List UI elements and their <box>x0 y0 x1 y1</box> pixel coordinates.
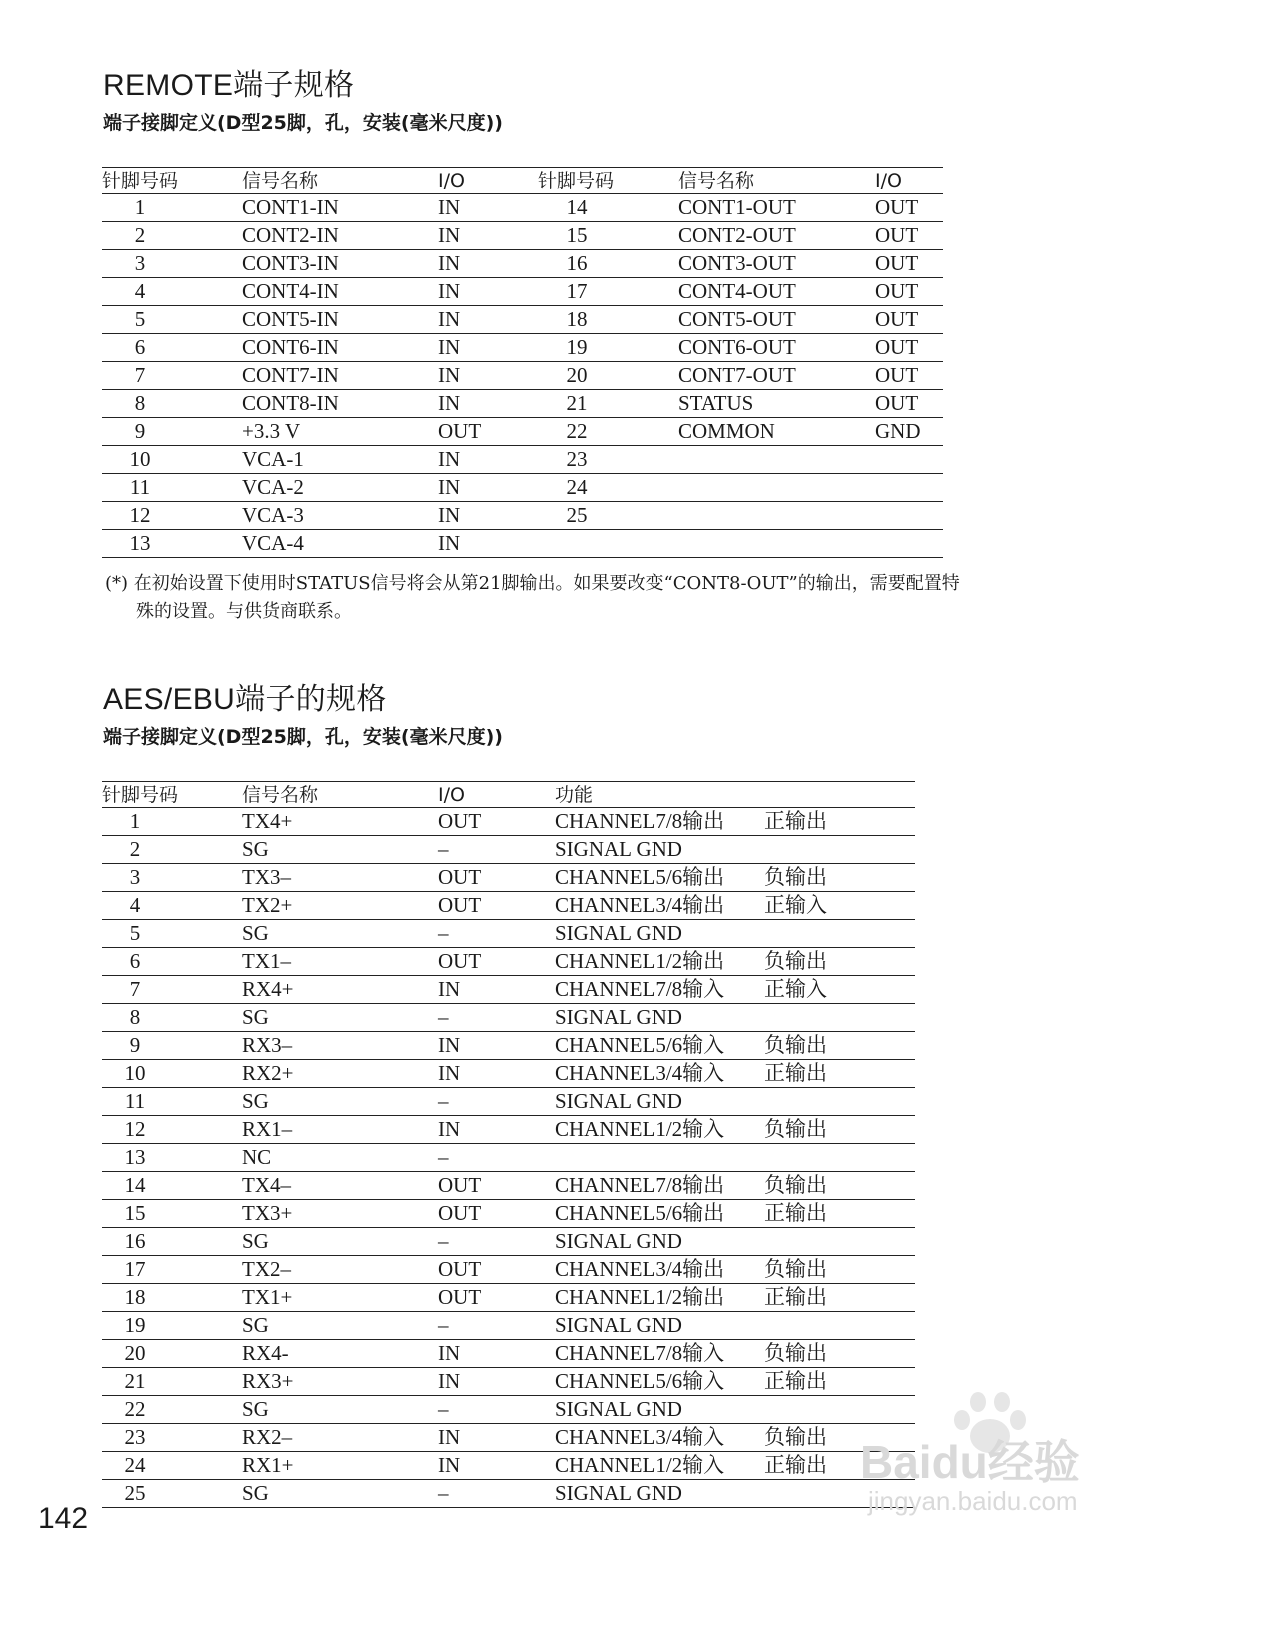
cell-io: OUT <box>438 893 482 917</box>
cell-polarity: 负输出 <box>764 1117 827 1141</box>
cell-function: CHANNEL7/8输出 <box>555 1173 725 1197</box>
table-row <box>102 836 915 864</box>
cell-pin-number: 23 <box>566 447 588 471</box>
cell-io: IN <box>438 335 461 359</box>
cell-io: OUT <box>875 391 919 415</box>
cell-pin-number: 1 <box>134 195 146 219</box>
cell-signal-name: TX1– <box>242 949 291 973</box>
table-row <box>102 1312 915 1340</box>
cell-signal-name: SG <box>242 1481 269 1505</box>
watermark-brand: Baidu经验 <box>860 1436 1080 1488</box>
cell-signal-name: SG <box>242 1313 269 1337</box>
cell-io: IN <box>438 1425 461 1449</box>
cell-io: IN <box>438 391 461 415</box>
cell-io: IN <box>438 447 461 471</box>
header-pin-number: 针脚号码 <box>538 170 615 192</box>
cell-io: IN <box>438 251 461 275</box>
cell-signal-name: CONT3-IN <box>242 251 339 275</box>
cell-io: OUT <box>438 949 482 973</box>
cell-function: SIGNAL GND <box>555 1005 682 1029</box>
cell-io: OUT <box>438 419 482 443</box>
cell-pin-number: 11 <box>124 1089 146 1113</box>
cell-signal-name: CONT7-IN <box>242 363 339 387</box>
cell-function: SIGNAL GND <box>555 1229 682 1253</box>
cell-io: GND <box>875 419 921 443</box>
cell-signal-name: RX3+ <box>242 1369 294 1393</box>
table-row <box>102 1396 915 1424</box>
cell-io: IN <box>438 503 461 527</box>
cell-io: OUT <box>438 809 482 833</box>
cell-function: CHANNEL5/6输出 <box>555 1201 725 1225</box>
cell-pin-number: 24 <box>566 475 588 499</box>
cell-io: IN <box>438 531 461 555</box>
cell-pin-number: 7 <box>129 977 141 1001</box>
cell-pin-number: 1 <box>129 809 141 833</box>
cell-io: OUT <box>875 307 919 331</box>
cell-function: CHANNEL3/4输出 <box>555 893 725 917</box>
cell-io: IN <box>438 1341 461 1365</box>
cell-io: – <box>438 921 449 945</box>
table-row <box>102 948 915 976</box>
cell-signal-name: CONT4-IN <box>242 279 339 303</box>
cell-pin-number: 22 <box>566 419 588 443</box>
cell-pin-number: 22 <box>124 1397 146 1421</box>
cell-pin-number: 19 <box>124 1313 146 1337</box>
table-row <box>102 1340 915 1368</box>
cell-function: SIGNAL GND <box>555 1313 682 1337</box>
cell-signal-name: TX2– <box>242 1257 291 1281</box>
cell-io: OUT <box>875 335 919 359</box>
cell-pin-number: 14 <box>566 195 588 219</box>
cell-polarity: 负输出 <box>764 1257 827 1281</box>
table-row <box>102 1116 915 1144</box>
cell-signal-name: CONT2-IN <box>242 223 339 247</box>
cell-io: – <box>438 1089 449 1113</box>
cell-signal-name: TX4+ <box>242 809 293 833</box>
cell-pin-number: 15 <box>566 223 588 247</box>
cell-signal-name: SG <box>242 1397 269 1421</box>
cell-function: CHANNEL1/2输入 <box>555 1117 725 1141</box>
cell-pin-number: 6 <box>129 949 141 973</box>
cell-polarity: 正输入 <box>764 977 827 1001</box>
cell-signal-name: TX2+ <box>242 893 293 917</box>
cell-pin-number: 14 <box>124 1173 146 1197</box>
cell-io: OUT <box>438 1285 482 1309</box>
cell-pin-number: 2 <box>134 223 146 247</box>
cell-pin-number: 8 <box>134 391 146 415</box>
cell-polarity: 正输出 <box>764 1369 827 1393</box>
cell-io: – <box>438 1145 449 1169</box>
cell-pin-number: 9 <box>134 419 146 443</box>
cell-signal-name: CONT6-OUT <box>678 335 796 359</box>
cell-io: OUT <box>875 251 919 275</box>
cell-pin-number: 21 <box>124 1369 146 1393</box>
cell-pin-number: 4 <box>129 893 141 917</box>
cell-pin-number: 20 <box>566 363 588 387</box>
header-pin-number: 针脚号码 <box>102 784 179 806</box>
cell-polarity: 负输出 <box>764 1033 827 1057</box>
remote-pin-table <box>102 167 943 558</box>
remote-footnote-line-1: (*) 在初始设置下使用时STATUS信号将会从第21脚输出。如果要改变“CONT8-OUT”的输出，需要配置特 <box>105 573 960 594</box>
aes-section-subtitle: 端子接脚定义(D型25脚，孔，安装(毫米尺度)) <box>103 726 503 748</box>
table-row <box>102 502 943 530</box>
cell-io: IN <box>438 1453 461 1477</box>
cell-signal-name: TX1+ <box>242 1285 293 1309</box>
cell-pin-number: 2 <box>129 837 141 861</box>
header-signal-name: 信号名称 <box>242 170 319 192</box>
cell-signal-name: RX2+ <box>242 1061 294 1085</box>
cell-io: – <box>438 1481 449 1505</box>
cell-pin-number: 12 <box>124 1117 146 1141</box>
remote-section-subtitle: 端子接脚定义(D型25脚，孔，安装(毫米尺度)) <box>103 112 503 134</box>
header-io: I/O <box>438 784 465 806</box>
cell-io: OUT <box>875 279 919 303</box>
cell-pin-number: 17 <box>124 1257 146 1281</box>
cell-io: IN <box>438 223 461 247</box>
cell-io: IN <box>438 195 461 219</box>
cell-signal-name: VCA-1 <box>242 447 304 471</box>
cell-pin-number: 5 <box>134 307 146 331</box>
table-row <box>102 474 943 502</box>
cell-function: SIGNAL GND <box>555 1089 682 1113</box>
cell-function: CHANNEL1/2输入 <box>555 1453 725 1477</box>
table-row <box>102 1452 915 1480</box>
cell-pin-number: 19 <box>566 335 588 359</box>
cell-signal-name: NC <box>242 1145 272 1169</box>
table-row <box>102 194 943 222</box>
header-pin-number: 针脚号码 <box>102 170 179 192</box>
cell-pin-number: 18 <box>566 307 588 331</box>
table-row <box>102 390 943 418</box>
cell-signal-name: TX3– <box>242 865 291 889</box>
cell-polarity: 正输出 <box>764 1061 827 1085</box>
aes-section-title: AES/EBU端子的规格 <box>103 683 387 716</box>
cell-signal-name: CONT7-OUT <box>678 363 796 387</box>
cell-pin-number: 16 <box>124 1229 146 1253</box>
watermark <box>860 1390 1160 1520</box>
cell-io: IN <box>438 307 461 331</box>
cell-signal-name: SG <box>242 837 269 861</box>
table-row <box>102 446 943 474</box>
table-row <box>102 920 915 948</box>
cell-polarity: 正输入 <box>764 893 827 917</box>
cell-signal-name: +3.3 V <box>242 419 301 443</box>
cell-signal-name: CONT6-IN <box>242 335 339 359</box>
cell-signal-name: SG <box>242 1229 269 1253</box>
cell-io: IN <box>438 1033 461 1057</box>
cell-io: OUT <box>875 195 919 219</box>
cell-pin-number: 3 <box>129 865 141 889</box>
cell-pin-number: 18 <box>124 1285 146 1309</box>
table-row <box>102 1088 915 1116</box>
table-row <box>102 1256 915 1284</box>
cell-io: IN <box>438 977 461 1001</box>
table-row <box>102 1144 915 1172</box>
cell-pin-number: 13 <box>124 1145 146 1169</box>
cell-pin-number: 12 <box>129 503 151 527</box>
cell-function: SIGNAL GND <box>555 1397 682 1421</box>
cell-polarity: 负输出 <box>764 865 827 889</box>
cell-function: CHANNEL7/8输入 <box>555 1341 725 1365</box>
cell-function: CHANNEL5/6输入 <box>555 1369 725 1393</box>
table-row <box>102 1368 915 1396</box>
cell-io: OUT <box>438 865 482 889</box>
header-io: I/O <box>438 170 465 192</box>
header-signal-name: 信号名称 <box>678 170 755 192</box>
cell-function: CHANNEL3/4输入 <box>555 1425 725 1449</box>
header-io: I/O <box>875 170 902 192</box>
cell-signal-name: COMMON <box>678 419 775 443</box>
cell-pin-number: 6 <box>134 335 146 359</box>
cell-signal-name: VCA-2 <box>242 475 304 499</box>
table-row <box>102 530 943 558</box>
cell-signal-name: RX4- <box>242 1341 289 1365</box>
table-row <box>102 306 943 334</box>
table-row <box>102 1284 915 1312</box>
cell-function: SIGNAL GND <box>555 837 682 861</box>
table-header-row <box>102 782 915 808</box>
cell-function: CHANNEL5/6输出 <box>555 865 725 889</box>
cell-signal-name: RX3– <box>242 1033 293 1057</box>
cell-pin-number: 17 <box>566 279 588 303</box>
cell-function: CHANNEL3/4输出 <box>555 1257 725 1281</box>
cell-function: CHANNEL3/4输入 <box>555 1061 725 1085</box>
cell-signal-name: RX4+ <box>242 977 294 1001</box>
cell-io: – <box>438 1229 449 1253</box>
cell-pin-number: 11 <box>129 475 151 499</box>
cell-polarity: 负输出 <box>764 1173 827 1197</box>
cell-function: CHANNEL1/2输出 <box>555 949 725 973</box>
remote-section-title: REMOTE端子规格 <box>103 69 355 102</box>
cell-signal-name: VCA-4 <box>242 531 304 555</box>
cell-pin-number: 25 <box>566 503 588 527</box>
cell-io: IN <box>438 475 461 499</box>
cell-polarity: 正输出 <box>764 809 827 833</box>
cell-pin-number: 16 <box>566 251 588 275</box>
cell-io: OUT <box>438 1173 482 1197</box>
cell-pin-number: 24 <box>124 1453 146 1477</box>
cell-io: OUT <box>875 363 919 387</box>
cell-pin-number: 8 <box>129 1005 141 1029</box>
cell-signal-name: VCA-3 <box>242 503 304 527</box>
cell-pin-number: 23 <box>124 1425 146 1449</box>
cell-function: SIGNAL GND <box>555 1481 682 1505</box>
cell-io: – <box>438 1313 449 1337</box>
cell-io: IN <box>438 363 461 387</box>
cell-signal-name: CONT1-OUT <box>678 195 796 219</box>
cell-pin-number: 15 <box>124 1201 146 1225</box>
cell-io: IN <box>438 1061 461 1085</box>
cell-polarity: 正输出 <box>764 1453 827 1477</box>
table-row <box>102 1200 915 1228</box>
table-row <box>102 1032 915 1060</box>
table-row <box>102 1424 915 1452</box>
table-row <box>102 892 915 920</box>
cell-polarity: 负输出 <box>764 949 827 973</box>
cell-function: CHANNEL1/2输出 <box>555 1285 725 1309</box>
table-row <box>102 1060 915 1088</box>
cell-signal-name: RX1+ <box>242 1453 294 1477</box>
cell-signal-name: TX3+ <box>242 1201 293 1225</box>
cell-signal-name: RX2– <box>242 1425 293 1449</box>
table-row <box>102 334 943 362</box>
cell-signal-name: CONT5-IN <box>242 307 339 331</box>
cell-pin-number: 21 <box>566 391 588 415</box>
cell-io: OUT <box>875 223 919 247</box>
cell-pin-number: 5 <box>129 921 141 945</box>
table-row <box>102 808 915 836</box>
cell-function: CHANNEL7/8输入 <box>555 977 725 1001</box>
cell-polarity: 负输出 <box>764 1425 827 1449</box>
cell-io: IN <box>438 1369 461 1393</box>
cell-signal-name: CONT8-IN <box>242 391 339 415</box>
watermark-url: jingyan.baidu.com <box>868 1486 1078 1516</box>
cell-signal-name: SG <box>242 1089 269 1113</box>
cell-polarity: 正输出 <box>764 1285 827 1309</box>
cell-signal-name: SG <box>242 1005 269 1029</box>
table-row <box>102 976 915 1004</box>
cell-pin-number: 25 <box>124 1481 146 1505</box>
cell-pin-number: 3 <box>134 251 146 275</box>
cell-signal-name: TX4– <box>242 1173 291 1197</box>
cell-function: SIGNAL GND <box>555 921 682 945</box>
cell-io: OUT <box>438 1201 482 1225</box>
cell-signal-name: RX1– <box>242 1117 293 1141</box>
cell-signal-name: CONT4-OUT <box>678 279 796 303</box>
cell-io: IN <box>438 1117 461 1141</box>
cell-signal-name: CONT1-IN <box>242 195 339 219</box>
cell-pin-number: 13 <box>129 531 151 555</box>
cell-io: IN <box>438 279 461 303</box>
table-row <box>102 1228 915 1256</box>
table-row <box>102 1172 915 1200</box>
table-row <box>102 864 915 892</box>
cell-signal-name: CONT5-OUT <box>678 307 796 331</box>
cell-pin-number: 7 <box>134 363 146 387</box>
cell-signal-name: CONT2-OUT <box>678 223 796 247</box>
cell-io: – <box>438 837 449 861</box>
header-signal-name: 信号名称 <box>242 784 319 806</box>
cell-pin-number: 9 <box>129 1033 141 1057</box>
table-row <box>102 362 943 390</box>
cell-signal-name: CONT3-OUT <box>678 251 796 275</box>
cell-io: – <box>438 1397 449 1421</box>
table-header-row <box>102 168 943 194</box>
cell-pin-number: 4 <box>134 279 146 303</box>
cell-polarity: 正输出 <box>764 1201 827 1225</box>
table-row <box>102 278 943 306</box>
cell-signal-name: SG <box>242 921 269 945</box>
table-row <box>102 222 943 250</box>
cell-signal-name: STATUS <box>678 391 754 415</box>
cell-pin-number: 20 <box>124 1341 146 1365</box>
remote-footnote-line-2: 殊的设置。与供货商联系。 <box>136 601 352 622</box>
page-number: 142 <box>38 1502 89 1535</box>
aes-pin-table <box>102 781 915 1508</box>
table-row <box>102 418 943 446</box>
cell-function: CHANNEL7/8输出 <box>555 809 725 833</box>
cell-io: – <box>438 1005 449 1029</box>
cell-function: CHANNEL5/6输入 <box>555 1033 725 1057</box>
cell-pin-number: 10 <box>124 1061 146 1085</box>
header-function: 功能 <box>555 784 594 806</box>
table-row <box>102 250 943 278</box>
cell-io: OUT <box>438 1257 482 1281</box>
table-row <box>102 1480 915 1508</box>
cell-polarity: 负输出 <box>764 1341 827 1365</box>
cell-pin-number: 10 <box>129 447 151 471</box>
table-row <box>102 1004 915 1032</box>
